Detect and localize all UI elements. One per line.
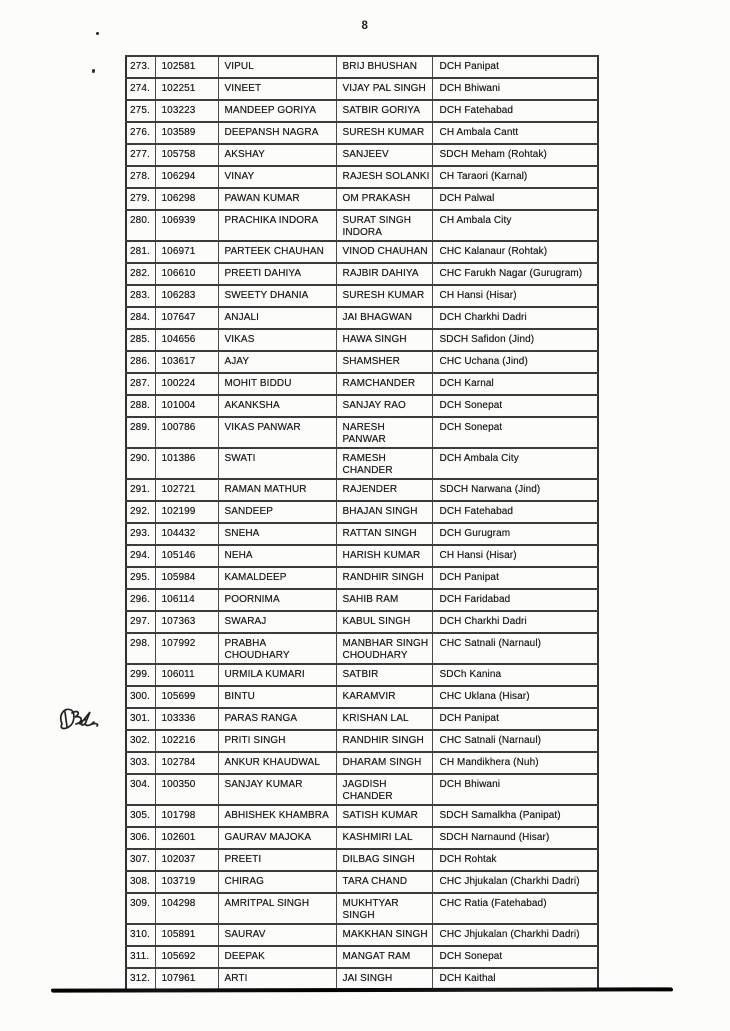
roll-number-cell: 101004: [155, 395, 218, 417]
candidate-name-cell: PAWAN KUMAR: [218, 188, 336, 210]
serial-cell: 304.: [126, 774, 155, 805]
table-row: [126, 144, 598, 166]
roll-number-cell: 106939: [155, 210, 218, 241]
posting-cell: DCH Fatehabad: [432, 100, 598, 122]
father-name-cell: SURESH KUMAR: [336, 285, 432, 307]
posting-cell: DCH Kaithal: [432, 968, 598, 990]
roll-number-cell: 101798: [155, 805, 218, 827]
father-name-cell: SURAT SINGH INDORA: [336, 210, 432, 241]
table-row: [126, 100, 598, 122]
posting-cell: CHC Jhjukalan (Charkhi Dadri): [432, 924, 598, 946]
father-name-cell: RANDHIR SINGH: [336, 567, 432, 589]
posting-cell: DCH Faridabad: [432, 589, 598, 611]
posting-cell: CHC Jhjukalan (Charkhi Dadri): [432, 871, 598, 893]
table-row: [126, 241, 598, 263]
posting-cell: SDCH Meham (Rohtak): [432, 144, 598, 166]
posting-cell: DCH Gurugram: [432, 523, 598, 545]
serial-cell: 284.: [126, 307, 155, 329]
candidate-name-cell: PRITI SINGH: [218, 730, 336, 752]
candidate-name-cell: PARTEEK CHAUHAN: [218, 241, 336, 263]
table-row: [126, 373, 598, 395]
table-row: [126, 589, 598, 611]
serial-cell: 302.: [126, 730, 155, 752]
roll-number-cell: 107363: [155, 611, 218, 633]
serial-cell: 310.: [126, 924, 155, 946]
posting-cell: CHC Uchana (Jind): [432, 351, 598, 373]
serial-cell: 301.: [126, 708, 155, 730]
roll-number-cell: 106298: [155, 188, 218, 210]
father-name-cell: TARA CHAND: [336, 871, 432, 893]
serial-cell: 279.: [126, 188, 155, 210]
candidate-name-cell: DEEPAK: [218, 946, 336, 968]
father-name-cell: JAGDISH CHANDER: [336, 774, 432, 805]
table-row: [126, 545, 598, 567]
father-name-cell: HAWA SINGH: [336, 329, 432, 351]
roll-number-cell: 101386: [155, 448, 218, 479]
candidate-name-cell: PRACHIKA INDORA: [218, 210, 336, 241]
serial-cell: 286.: [126, 351, 155, 373]
posting-cell: DCH Rohtak: [432, 849, 598, 871]
candidate-name-cell: ABHISHEK KHAMBRA: [218, 805, 336, 827]
roll-number-cell: 107992: [155, 633, 218, 664]
candidate-name-cell: KAMALDEEP: [218, 567, 336, 589]
roll-number-cell: 105699: [155, 686, 218, 708]
table-row: [126, 395, 598, 417]
handwritten-initials-mark: [52, 702, 108, 750]
father-name-cell: MUKHTYAR SINGH: [336, 893, 432, 924]
candidate-name-cell: NEHA: [218, 545, 336, 567]
posting-cell: SDCH Narwana (Jind): [432, 479, 598, 501]
posting-cell: DCH Panipat: [432, 56, 598, 78]
scan-artifact-line: [51, 987, 673, 992]
roll-number-cell: 102601: [155, 827, 218, 849]
posting-cell: CH Ambala City: [432, 210, 598, 241]
table-row: [126, 417, 598, 448]
serial-cell: 283.: [126, 285, 155, 307]
posting-cell: CHC Farukh Nagar (Gurugram): [432, 263, 598, 285]
roll-number-cell: 100786: [155, 417, 218, 448]
posting-cell: CHC Satnali (Narnaul): [432, 730, 598, 752]
candidate-name-cell: PRABHA CHOUDHARY: [218, 633, 336, 664]
scan-speck: [92, 69, 95, 73]
posting-cell: DCH Ambala City: [432, 448, 598, 479]
candidate-name-cell: PARAS RANGA: [218, 708, 336, 730]
serial-cell: 298.: [126, 633, 155, 664]
posting-cell: DCH Sonepat: [432, 395, 598, 417]
table-row: [126, 805, 598, 827]
posting-cell: SDCh Kanina: [432, 664, 598, 686]
table-row: [126, 686, 598, 708]
table-row: [126, 210, 598, 241]
father-name-cell: KASHMIRI LAL: [336, 827, 432, 849]
candidate-name-cell: URMILA KUMARI: [218, 664, 336, 686]
father-name-cell: SATBIR GORIYA: [336, 100, 432, 122]
serial-cell: 300.: [126, 686, 155, 708]
roll-number-cell: 104432: [155, 523, 218, 545]
father-name-cell: SURESH KUMAR: [336, 122, 432, 144]
father-name-cell: DILBAG SINGH: [336, 849, 432, 871]
posting-cell: DCH Sonepat: [432, 417, 598, 448]
candidate-name-cell: SWEETY DHANIA: [218, 285, 336, 307]
father-name-cell: SANJEEV: [336, 144, 432, 166]
posting-cell: DCH Palwal: [432, 188, 598, 210]
table-row: [126, 78, 598, 100]
roll-number-cell: 106011: [155, 664, 218, 686]
father-name-cell: SATBIR: [336, 664, 432, 686]
table-row: [126, 448, 598, 479]
serial-cell: 276.: [126, 122, 155, 144]
posting-cell: CH Taraori (Karnal): [432, 166, 598, 188]
father-name-cell: RAJESH SOLANKI: [336, 166, 432, 188]
serial-cell: 278.: [126, 166, 155, 188]
posting-cell: DCH Bhiwani: [432, 774, 598, 805]
roll-number-cell: 102581: [155, 56, 218, 78]
serial-cell: 303.: [126, 752, 155, 774]
candidate-name-cell: VIPUL: [218, 56, 336, 78]
posting-cell: DCH Fatehabad: [432, 501, 598, 523]
posting-cell: CHC Satnali (Narnaul): [432, 633, 598, 664]
serial-cell: 308.: [126, 871, 155, 893]
father-name-cell: MAKKHAN SINGH: [336, 924, 432, 946]
serial-cell: 306.: [126, 827, 155, 849]
table-row: [126, 946, 598, 968]
posting-cell: DCH Panipat: [432, 567, 598, 589]
serial-cell: 285.: [126, 329, 155, 351]
posting-cell: CHC Kalanaur (Rohtak): [432, 241, 598, 263]
serial-cell: 311.: [126, 946, 155, 968]
table-row: [126, 730, 598, 752]
roll-number-cell: 103336: [155, 708, 218, 730]
roll-number-cell: 107961: [155, 968, 218, 990]
candidate-name-cell: PREETI DAHIYA: [218, 263, 336, 285]
roll-number-cell: 103223: [155, 100, 218, 122]
serial-cell: 273.: [126, 56, 155, 78]
father-name-cell: SHAMSHER: [336, 351, 432, 373]
posting-cell: DCH Charkhi Dadri: [432, 611, 598, 633]
table-row: [126, 307, 598, 329]
roll-number-cell: 102721: [155, 479, 218, 501]
serial-cell: 287.: [126, 373, 155, 395]
table-row: [126, 567, 598, 589]
candidate-name-cell: AMRITPAL SINGH: [218, 893, 336, 924]
father-name-cell: MANBHAR SINGH CHOUDHARY: [336, 633, 432, 664]
candidate-name-cell: SWATI: [218, 448, 336, 479]
roll-number-cell: 102199: [155, 501, 218, 523]
roll-number-cell: 105146: [155, 545, 218, 567]
serial-cell: 299.: [126, 664, 155, 686]
father-name-cell: SATISH KUMAR: [336, 805, 432, 827]
candidate-name-cell: PREETI: [218, 849, 336, 871]
roll-number-cell: 100350: [155, 774, 218, 805]
candidate-name-cell: SAURAV: [218, 924, 336, 946]
candidate-name-cell: SANJAY KUMAR: [218, 774, 336, 805]
posting-cell: SDCH Safidon (Jind): [432, 329, 598, 351]
candidate-name-cell: ANKUR KHAUDWAL: [218, 752, 336, 774]
roll-number-cell: 102216: [155, 730, 218, 752]
table-row: [126, 849, 598, 871]
serial-cell: 297.: [126, 611, 155, 633]
serial-cell: 277.: [126, 144, 155, 166]
father-name-cell: RANDHIR SINGH: [336, 730, 432, 752]
table-row: [126, 871, 598, 893]
posting-cell: SDCH Narnaund (Hisar): [432, 827, 598, 849]
father-name-cell: DHARAM SINGH: [336, 752, 432, 774]
father-name-cell: SANJAY RAO: [336, 395, 432, 417]
candidate-name-cell: BINTU: [218, 686, 336, 708]
candidate-name-cell: DEEPANSH NAGRA: [218, 122, 336, 144]
table-row: [126, 479, 598, 501]
roll-number-cell: 107647: [155, 307, 218, 329]
roll-number-cell: 103719: [155, 871, 218, 893]
roll-number-cell: 103589: [155, 122, 218, 144]
candidate-name-cell: RAMAN MATHUR: [218, 479, 336, 501]
posting-cell: DCH Sonepat: [432, 946, 598, 968]
candidate-name-cell: VIKAS PANWAR: [218, 417, 336, 448]
table-row: [126, 708, 598, 730]
serial-cell: 281.: [126, 241, 155, 263]
serial-cell: 289.: [126, 417, 155, 448]
father-name-cell: NARESH PANWAR: [336, 417, 432, 448]
posting-cell: DCH Charkhi Dadri: [432, 307, 598, 329]
serial-cell: 290.: [126, 448, 155, 479]
father-name-cell: BRIJ BHUSHAN: [336, 56, 432, 78]
table-row: [126, 633, 598, 664]
serial-cell: 280.: [126, 210, 155, 241]
father-name-cell: JAI SINGH: [336, 968, 432, 990]
table-row: [126, 285, 598, 307]
roll-number-cell: 105692: [155, 946, 218, 968]
roll-number-cell: 102784: [155, 752, 218, 774]
father-name-cell: SAHIB RAM: [336, 589, 432, 611]
table-row: [126, 664, 598, 686]
table-row: [126, 827, 598, 849]
page-number: 8: [361, 20, 369, 32]
candidate-name-cell: SWARAJ: [218, 611, 336, 633]
father-name-cell: MANGAT RAM: [336, 946, 432, 968]
father-name-cell: VIJAY PAL SINGH: [336, 78, 432, 100]
roll-number-cell: 102037: [155, 849, 218, 871]
posting-cell: CH Hansi (Hisar): [432, 545, 598, 567]
table-row: [126, 523, 598, 545]
candidate-name-cell: ANJALI: [218, 307, 336, 329]
posting-cell: DCH Karnal: [432, 373, 598, 395]
serial-cell: 309.: [126, 893, 155, 924]
father-name-cell: RAMCHANDER: [336, 373, 432, 395]
candidate-name-cell: AKSHAY: [218, 144, 336, 166]
father-name-cell: RAJENDER: [336, 479, 432, 501]
serial-cell: 307.: [126, 849, 155, 871]
candidate-name-cell: VINEET: [218, 78, 336, 100]
table-row: [126, 351, 598, 373]
roll-number-cell: 104656: [155, 329, 218, 351]
table-row: [126, 166, 598, 188]
table-row: [126, 611, 598, 633]
table-row: [126, 263, 598, 285]
candidate-name-cell: SANDEEP: [218, 501, 336, 523]
table-row: [126, 329, 598, 351]
father-name-cell: RAMESH CHANDER: [336, 448, 432, 479]
candidate-name-cell: ARTI: [218, 968, 336, 990]
posting-cell: CH Hansi (Hisar): [432, 285, 598, 307]
table-row: [126, 122, 598, 144]
father-name-cell: HARISH KUMAR: [336, 545, 432, 567]
posting-cell: DCH Bhiwani: [432, 78, 598, 100]
serial-cell: 294.: [126, 545, 155, 567]
candidate-name-cell: MOHIT BIDDU: [218, 373, 336, 395]
serial-cell: 295.: [126, 567, 155, 589]
candidate-name-cell: AJAY: [218, 351, 336, 373]
serial-cell: 274.: [126, 78, 155, 100]
father-name-cell: RATTAN SINGH: [336, 523, 432, 545]
posting-cell: CH Mandikhera (Nuh): [432, 752, 598, 774]
serial-cell: 288.: [126, 395, 155, 417]
father-name-cell: RAJBIR DAHIYA: [336, 263, 432, 285]
table-row: [126, 924, 598, 946]
father-name-cell: KRISHAN LAL: [336, 708, 432, 730]
table-row: [126, 774, 598, 805]
posting-cell: DCH Panipat: [432, 708, 598, 730]
father-name-cell: JAI BHAGWAN: [336, 307, 432, 329]
father-name-cell: OM PRAKASH: [336, 188, 432, 210]
table-row: [126, 56, 598, 78]
serial-cell: 293.: [126, 523, 155, 545]
roll-number-cell: 103617: [155, 351, 218, 373]
roll-number-cell: 106283: [155, 285, 218, 307]
roll-number-cell: 106971: [155, 241, 218, 263]
scan-speck: [96, 32, 99, 35]
serial-cell: 305.: [126, 805, 155, 827]
father-name-cell: VINOD CHAUHAN: [336, 241, 432, 263]
candidate-name-cell: GAURAV MAJOKA: [218, 827, 336, 849]
roll-number-cell: 106114: [155, 589, 218, 611]
roll-number-cell: 106294: [155, 166, 218, 188]
posting-cell: SDCH Samalkha (Panipat): [432, 805, 598, 827]
posting-cell: CH Ambala Cantt: [432, 122, 598, 144]
candidate-name-cell: VIKAS: [218, 329, 336, 351]
roll-number-cell: 104298: [155, 893, 218, 924]
table-row: [126, 188, 598, 210]
postings-table: [125, 55, 599, 991]
candidate-name-cell: SNEHA: [218, 523, 336, 545]
roll-number-cell: 105758: [155, 144, 218, 166]
candidate-name-cell: MANDEEP GORIYA: [218, 100, 336, 122]
serial-cell: 292.: [126, 501, 155, 523]
roll-number-cell: 105984: [155, 567, 218, 589]
candidate-name-cell: POORNIMA: [218, 589, 336, 611]
candidate-name-cell: VINAY: [218, 166, 336, 188]
roll-number-cell: 102251: [155, 78, 218, 100]
father-name-cell: KABUL SINGH: [336, 611, 432, 633]
father-name-cell: KARAMVIR: [336, 686, 432, 708]
table-row: [126, 893, 598, 924]
posting-cell: CHC Uklana (Hisar): [432, 686, 598, 708]
serial-cell: 282.: [126, 263, 155, 285]
candidate-name-cell: AKANKSHA: [218, 395, 336, 417]
candidate-name-cell: CHIRAG: [218, 871, 336, 893]
serial-cell: 275.: [126, 100, 155, 122]
table-row: [126, 752, 598, 774]
serial-cell: 291.: [126, 479, 155, 501]
roll-number-cell: 105891: [155, 924, 218, 946]
roll-number-cell: 100224: [155, 373, 218, 395]
father-name-cell: BHAJAN SINGH: [336, 501, 432, 523]
roll-number-cell: 106610: [155, 263, 218, 285]
serial-cell: 296.: [126, 589, 155, 611]
table-row: [126, 501, 598, 523]
posting-cell: CHC Ratia (Fatehabad): [432, 893, 598, 924]
serial-cell: 312.: [126, 968, 155, 990]
